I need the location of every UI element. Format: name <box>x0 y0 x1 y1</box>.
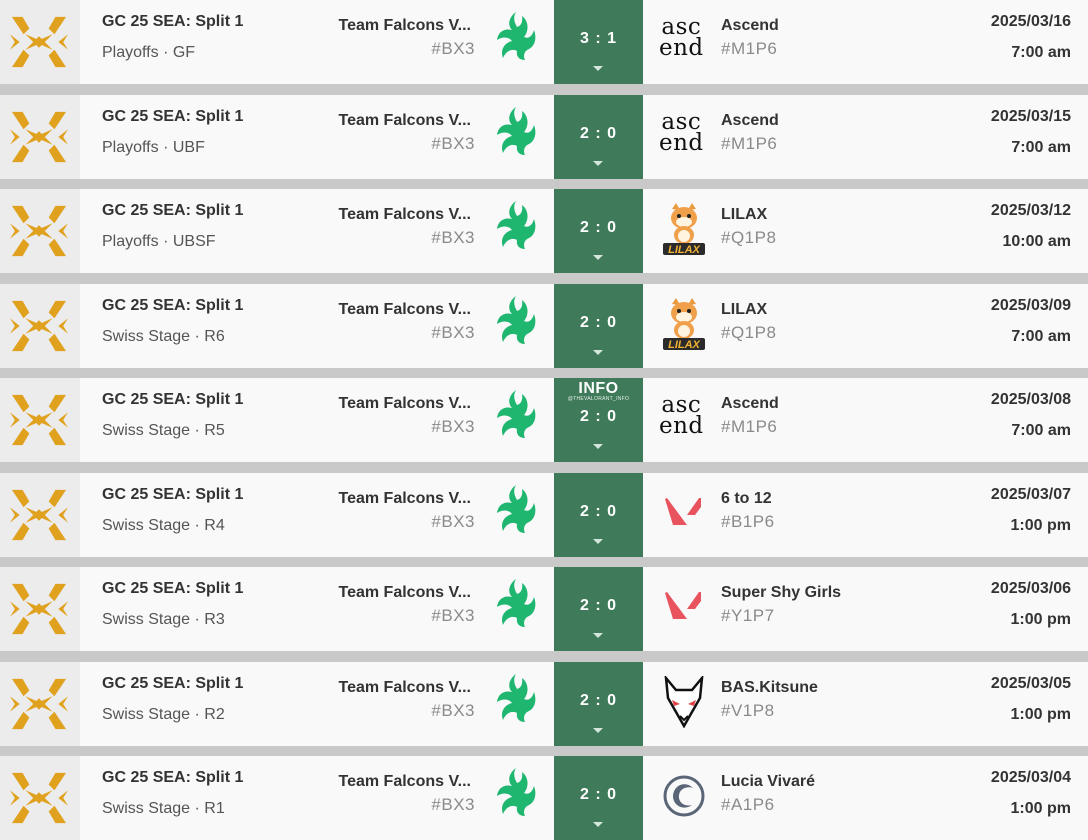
event-icon <box>0 756 80 840</box>
match-score: 2 : 0 <box>579 691 617 709</box>
score-box[interactable] <box>554 284 643 368</box>
lilax-logo-icon <box>657 199 711 259</box>
event-name: GC 25 SEA: Split 1 <box>102 580 244 597</box>
match-time: 10:00 am <box>1002 233 1071 250</box>
event-name: GC 25 SEA: Split 1 <box>102 674 244 692</box>
event-stage: Playoffs · GF <box>102 44 196 61</box>
team1-name[interactable]: Team Falcons V... <box>338 773 471 790</box>
match-score: 2 : 0 <box>579 786 617 803</box>
event-icon <box>0 378 80 462</box>
team1-tag: #BX3 <box>431 511 475 531</box>
falcons-logo-icon <box>494 483 538 540</box>
team1-name[interactable]: Team Falcons V... <box>338 17 471 34</box>
team1-tag: #BX3 <box>431 228 475 247</box>
chevron-down-icon[interactable] <box>593 255 603 260</box>
match-time: 7:00 am <box>1011 327 1071 345</box>
chevron-down-icon[interactable] <box>593 822 603 827</box>
event-name: GC 25 SEA: Split 1 <box>102 769 244 786</box>
match-time: 1:00 pm <box>1010 800 1071 817</box>
falcons-logo-icon <box>494 199 538 256</box>
team2-tag: #Q1P8 <box>721 322 777 342</box>
match-row[interactable] <box>0 378 1088 462</box>
match-date: 2025/03/08 <box>990 391 1071 408</box>
match-time: 1:00 pm <box>1010 611 1071 628</box>
event-name: GC 25 SEA: Split 1 <box>102 296 244 314</box>
team1-name[interactable]: Team Falcons V... <box>338 206 471 223</box>
chevron-down-icon[interactable] <box>593 66 603 71</box>
falcons-logo-icon <box>494 294 538 351</box>
team2-tag: #M1P6 <box>721 39 778 58</box>
match-row[interactable] <box>0 567 1088 651</box>
team2-tag: #M1P6 <box>721 417 778 436</box>
event-icon <box>0 284 80 368</box>
team1-name[interactable]: Team Falcons V... <box>338 489 471 507</box>
team2-tag: #B1P6 <box>721 511 775 531</box>
match-row[interactable] <box>0 189 1088 273</box>
team2-name[interactable]: LILAX <box>721 206 768 223</box>
match-row[interactable] <box>0 756 1088 840</box>
match-date: 2025/03/15 <box>990 107 1071 125</box>
score-box[interactable] <box>554 0 643 84</box>
team2-tag: #V1P8 <box>721 700 775 720</box>
chevron-down-icon[interactable] <box>593 444 603 449</box>
match-date: 2025/03/16 <box>990 13 1071 30</box>
event-icon <box>0 567 80 651</box>
event-stage: Swiss Stage · R5 <box>102 422 225 439</box>
event-stage: Swiss Stage · R3 <box>102 611 225 628</box>
match-score: 2 : 0 <box>579 313 617 331</box>
event-name: GC 25 SEA: Split 1 <box>102 485 244 503</box>
team2-name[interactable]: Lucia Vivaré <box>721 773 815 790</box>
falcons-logo-icon <box>494 10 538 67</box>
falcons-logo-icon <box>494 766 538 823</box>
team2-tag: #Q1P8 <box>721 228 777 247</box>
score-box[interactable] <box>554 378 643 462</box>
event-stage: Playoffs · UBF <box>102 138 205 156</box>
team1-tag: #BX3 <box>431 606 475 625</box>
team1-tag: #BX3 <box>431 417 475 436</box>
svg-text:LILAX: LILAX <box>668 244 700 256</box>
falcons-logo-icon <box>494 577 538 634</box>
team2-tag: #A1P6 <box>721 795 775 814</box>
match-row[interactable] <box>0 662 1088 746</box>
event-name: GC 25 SEA: Split 1 <box>102 107 244 125</box>
team1-tag: #BX3 <box>431 39 475 58</box>
event-icon <box>0 95 80 179</box>
lilax-logo-icon <box>657 294 711 354</box>
team2-name[interactable]: LILAX <box>721 300 768 318</box>
match-score: 2 : 0 <box>579 597 617 614</box>
valorant-logo-icon <box>657 483 711 543</box>
ascend-logo-icon: asc end <box>659 14 704 61</box>
match-date: 2025/03/09 <box>990 296 1071 314</box>
event-name: GC 25 SEA: Split 1 <box>102 202 244 219</box>
team2-name[interactable]: BAS.Kitsune <box>721 678 818 696</box>
match-time: 1:00 pm <box>1010 705 1071 723</box>
team1-tag: #BX3 <box>431 795 475 814</box>
event-icon <box>0 0 80 84</box>
match-score: 2 : 0 <box>579 502 617 520</box>
match-score: 2 : 0 <box>579 408 617 425</box>
chevron-down-icon[interactable] <box>593 728 603 733</box>
match-row[interactable] <box>0 284 1088 368</box>
score-box[interactable] <box>554 473 643 557</box>
team2-name[interactable]: Ascend <box>721 395 779 412</box>
team1-name[interactable]: Team Falcons V... <box>338 395 471 412</box>
event-icon <box>0 473 80 557</box>
team1-name[interactable]: Team Falcons V... <box>338 111 471 129</box>
team2-name[interactable]: 6 to 12 <box>721 489 772 507</box>
chevron-down-icon[interactable] <box>593 161 603 166</box>
event-icon <box>0 189 80 273</box>
match-date: 2025/03/06 <box>990 580 1071 597</box>
ascend-logo-icon: asc end <box>659 108 704 156</box>
team2-name[interactable]: Ascend <box>721 17 779 34</box>
event-stage: Swiss Stage · R2 <box>102 705 225 723</box>
match-time: 1:00 pm <box>1010 516 1071 534</box>
event-stage: Playoffs · UBSF <box>102 233 216 250</box>
team1-tag: #BX3 <box>431 700 475 720</box>
lucia-logo-icon <box>657 766 711 826</box>
match-date: 2025/03/07 <box>990 485 1071 503</box>
valorant-logo-icon <box>657 577 711 637</box>
match-row[interactable] <box>0 473 1088 557</box>
team1-name[interactable]: Team Falcons V... <box>338 300 471 318</box>
event-name: GC 25 SEA: Split 1 <box>102 13 244 30</box>
team1-name[interactable]: Team Falcons V... <box>338 678 471 696</box>
score-box[interactable] <box>554 756 643 840</box>
team2-tag: #M1P6 <box>721 133 778 153</box>
event-stage: Swiss Stage · R1 <box>102 800 225 817</box>
score-box[interactable] <box>554 662 643 746</box>
team1-tag: #BX3 <box>431 133 475 153</box>
event-icon <box>0 662 80 746</box>
chevron-down-icon[interactable] <box>593 350 603 355</box>
score-box[interactable] <box>554 189 643 273</box>
event-stage: Swiss Stage · R4 <box>102 516 225 534</box>
team1-name[interactable]: Team Falcons V... <box>338 584 471 601</box>
match-time: 7:00 am <box>1011 138 1071 156</box>
kitsune-logo-icon <box>657 672 711 732</box>
match-row[interactable] <box>0 0 1088 84</box>
falcons-logo-icon <box>494 388 538 445</box>
event-name: GC 25 SEA: Split 1 <box>102 391 244 408</box>
match-time: 7:00 am <box>1011 44 1071 61</box>
match-score: 3 : 1 <box>579 30 617 47</box>
svg-text:LILAX: LILAX <box>668 338 700 351</box>
match-score: 2 : 0 <box>579 124 617 142</box>
ascend-logo-icon: asc end <box>659 392 704 439</box>
chevron-down-icon[interactable] <box>593 633 603 638</box>
team2-name[interactable]: Super Shy Girls <box>721 584 842 601</box>
match-date: 2025/03/12 <box>990 202 1071 219</box>
watermark: INFO @THEVALORANT_INFO <box>567 380 630 402</box>
score-box[interactable] <box>554 567 643 651</box>
falcons-logo-icon <box>494 105 538 162</box>
chevron-down-icon[interactable] <box>593 539 603 544</box>
score-box[interactable] <box>554 95 643 179</box>
match-date: 2025/03/05 <box>990 674 1071 692</box>
event-stage: Swiss Stage · R6 <box>102 327 225 345</box>
match-row[interactable] <box>0 95 1088 179</box>
match-score: 2 : 0 <box>579 219 617 236</box>
match-time: 7:00 am <box>1011 422 1071 439</box>
falcons-logo-icon <box>494 672 538 729</box>
team2-tag: #Y1P7 <box>721 606 775 625</box>
team1-tag: #BX3 <box>431 322 475 342</box>
team2-name[interactable]: Ascend <box>721 111 779 129</box>
match-date: 2025/03/04 <box>990 769 1071 786</box>
